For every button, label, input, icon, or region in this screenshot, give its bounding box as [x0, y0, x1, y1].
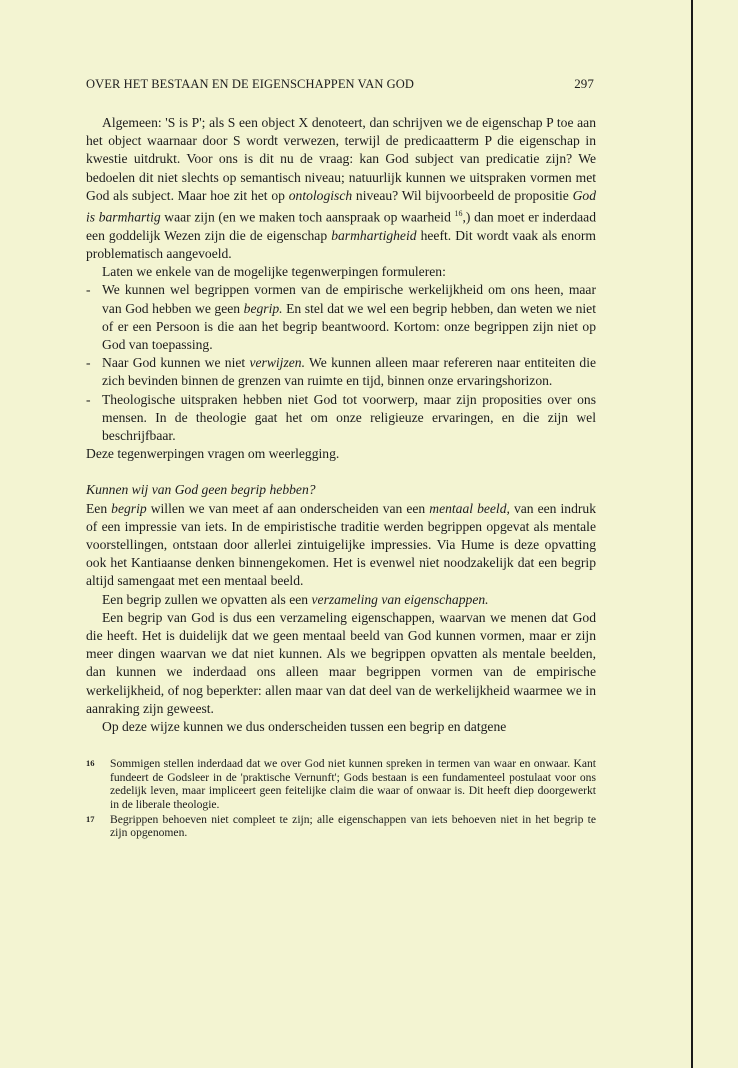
paragraph-distinction: Op deze wijze kunnen we dus onderscheiden tussen een begrip en datgene: [102, 719, 507, 735]
objection-item-reference: - Naar God kunnen we niet verwijzen. We kunnen alleen maar refereren naar entiteiten die zich bevinden binnen de grenzen van ruimte en tijd, binnen onze ervaringshorizon.: [86, 355, 597, 389]
objection-item-theology: - Theologische uitspraken hebben niet God tot voorwerp, maar zijn proposities over ons mensen. In de theologie gaat het om onze religieuze ervaringen, en die zijn wel beschrijfbaar.: [86, 391, 596, 443]
paragraph-objections-intro: Laten we enkele van de mogelijke tegenwerpingen formuleren:: [102, 264, 446, 280]
paragraph-definition: Algemeen: 'S is P'; als S een object X denoteert, dan schrijven we de eigenschap P toe aan het object waarnaar door S wordt verwezen, terwijl de predicaatterm P die eigenschap in kwestie uitdrukt. Voor ons is dit nu de vraag: kan God subject van predicatie zijn? We bedoelen dit niet slechts op semantisch niveau; natuurlijk kunnen we uitspraken vormen met God als subject. Maar hoe zit het op ontologisch niveau? Wil bijvoorbeeld de propositie God is barmhartig waar zijn (en we maken toch aanspraak op waarheid $^{16}$,) dan moet er inderdaad een goddelijk Wezen zijn die de eigenschap barmhartigheid heeft. Dit wordt vaak als enorm problematisch aangevoeld.: [86, 115, 597, 261]
running-title: OVER HET BESTAAN EN DE EIGENSCHAPPEN VAN GOD: [86, 77, 415, 91]
paragraph-god-concept: Een begrip van God is dus een verzameling eigenschappen, waarvan we menen dat God die heeft. Het is duidelijk dat we geen mentaal beeld van God kunnen vormen, maar er zijn meer dingen waarvan we dat niet kunnen. Als we begrippen opvatten als mentale beelden, dan kunnen we inderdaad ons alleen maar begrippen vormen van de empirische werkelijkheid, of nog beperkter: allen maar van dat deel van de werkelijkheid waarmee we in aanraking zijn geweest.: [86, 609, 596, 716]
footnote-17: 17 Begrippen behoeven niet compleet te zijn; alle eigenschappen van iets behoeven niet in het begrip te zijn opgenomen.: [86, 812, 596, 840]
paragraph-refutation: Deze tegenwerpingen vragen om weerlegging.: [86, 446, 340, 462]
running-header: [86, 76, 596, 92]
page-number: 297: [574, 76, 594, 91]
book-page: [86, 76, 596, 841]
paragraph-concept-vs-image: Een begrip willen we van meet af aan onderscheiden van een mentaal beeld, van een indruk of een impressie van iets. In de empiristische traditie werden begrippen opgevat als mentale voorstellingen, ontstaan door allerlei zintuigelijke impressies. Via Hume is deze opvatting ook het Kantiaanse denken binnengekomen. Het is evenwel niet noodzakelijk dat een begrip altijd samengaat met een mentaal beeld.: [86, 500, 596, 589]
paragraph-concept-definition: Een begrip zullen we opvatten als een verzameling van eigenschappen.: [102, 591, 489, 607]
objection-item-concept: - We kunnen wel begrippen vormen van de empirische werkelijkheid om ons heen, maar van God hebben we geen begrip. En stel dat we wel een begrip hebben, dan weten we niet of er een Persoon is die aan het begrip beantwoord. Kortom: onze begrippen zijn niet op God van toepassing.: [86, 282, 596, 352]
footnote-ref-16: 16: [454, 209, 463, 219]
footnotes: [86, 757, 596, 840]
section-heading: Kunnen wij van God geen begrip hebben?: [86, 482, 316, 498]
page-edge-shadow: [691, 0, 693, 1068]
footnote-16: 16 Sommigen stellen inderdaad dat we over God niet kunnen spreken in termen van waar en onwaar. Kant fundeert de Godsleer in de 'praktische Vernunft'; Gods bestaan is een fundamenteel postulaat voor ons zedelijk leven, maar impliceert geen feitelijke claim die waar of onwaar is. Dit heeft diep doorgewerkt in de liberale theologie.: [86, 757, 596, 812]
